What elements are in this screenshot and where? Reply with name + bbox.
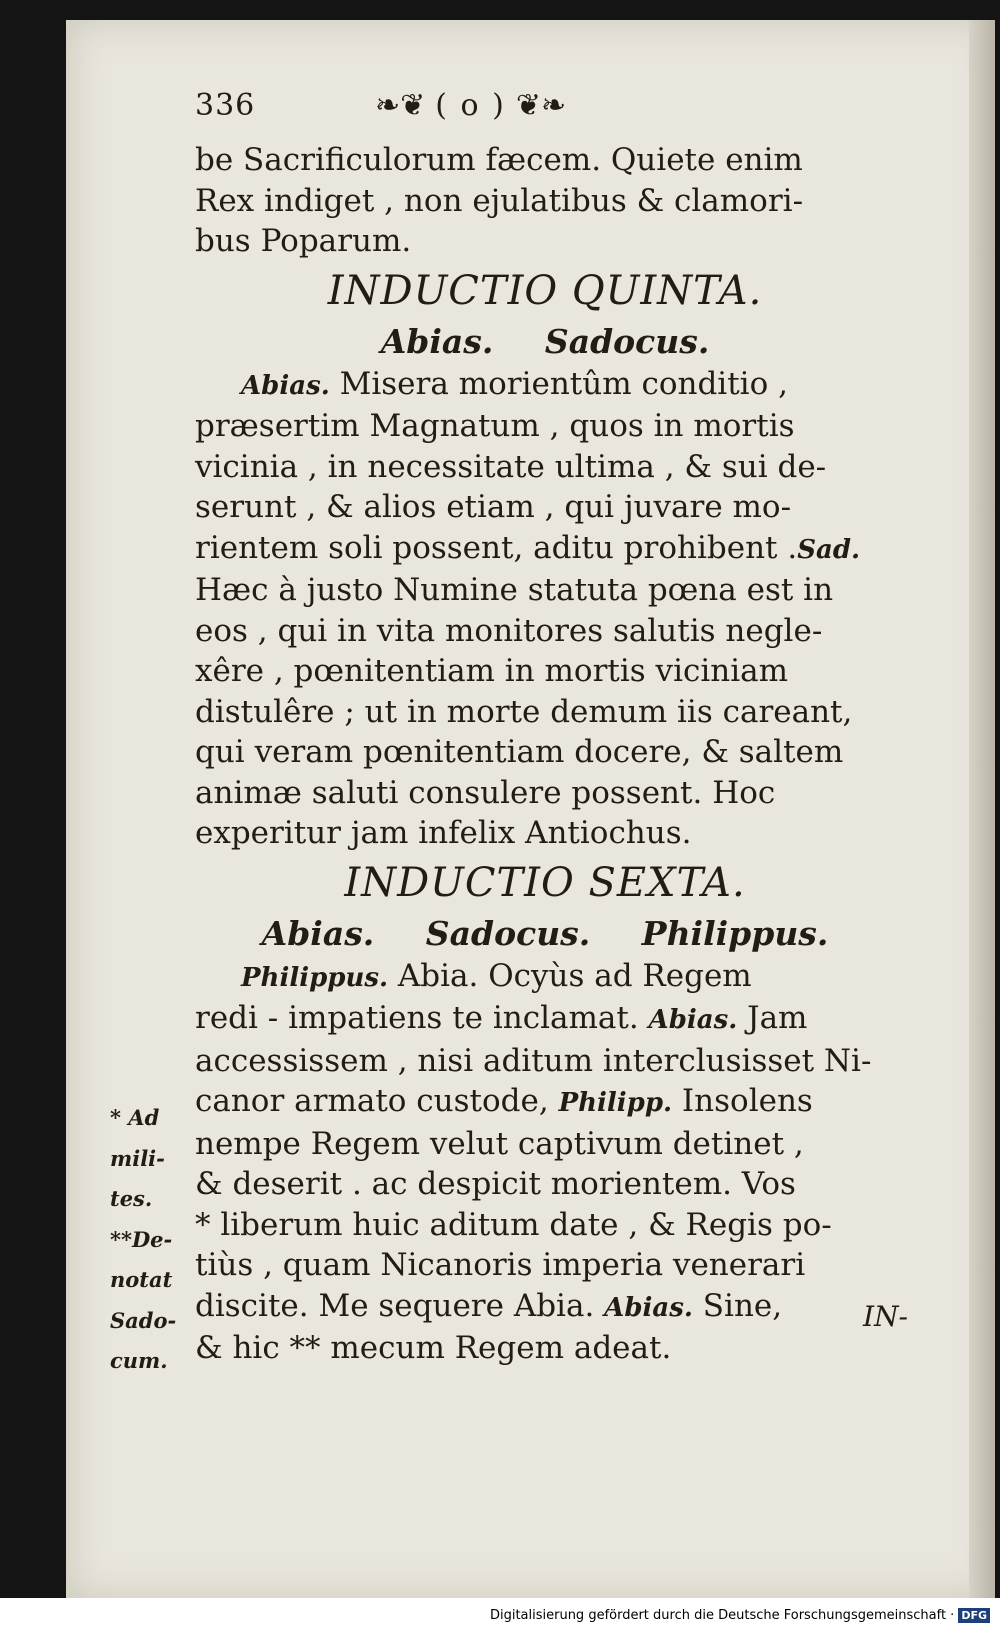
- cast-name: Sadocus.: [425, 913, 591, 953]
- cast-name: Philippus.: [641, 913, 829, 953]
- speech-text: discite. Me sequere Abia.: [195, 1287, 605, 1324]
- text-line: serunt , & alios etiam , qui juvare mo-: [195, 489, 792, 525]
- ornament-left-icon: ❧❦: [375, 88, 426, 123]
- ornament-right-icon: ❦❧: [515, 88, 567, 123]
- speaker-name: Abias.: [648, 1005, 738, 1035]
- text-line: eos , qui in vita monitores salutis negle-: [195, 612, 823, 649]
- text-line: be Sacrificulorum fæcem. Quiete enim: [195, 142, 803, 178]
- cast-name: Abias.: [380, 321, 494, 361]
- text-line: * liberum huic aditum date , & Regis po-: [195, 1206, 832, 1243]
- margin-note-line: * Ad: [110, 1105, 160, 1130]
- text-line: [195, 998, 895, 1041]
- text-line: Rex indiget , non ejulatibus & clamori-: [195, 182, 804, 219]
- page-text: [195, 88, 895, 1369]
- margin-note-line: cum.: [110, 1348, 168, 1373]
- speech-text: Sine,: [692, 1287, 783, 1324]
- text-line: vicinia , in necessitate ultima , & sui de-: [195, 448, 827, 485]
- text-line: [195, 956, 895, 999]
- text-line: xêre , pœnitentiam in mortis viciniam: [195, 653, 789, 689]
- text-line: [195, 1081, 895, 1124]
- section-heading: INDUCTIO QUINTA.: [327, 267, 763, 314]
- cast-list: [195, 912, 895, 956]
- page-edge: [969, 20, 995, 1598]
- text-line: [195, 528, 895, 571]
- text-line: nempe Regem velut captivum detinet ,: [195, 1125, 804, 1162]
- speaker-name: Abias.: [604, 1292, 693, 1323]
- text-line: accessissem , nisi aditum interclusisset Ni-: [195, 1042, 872, 1079]
- header-ornament: ( o ): [435, 88, 506, 123]
- digitization-footer: [0, 1598, 1000, 1632]
- speaker-name: Philippus.: [241, 962, 389, 993]
- speech-text: rientem soli possent, aditu prohibent .: [195, 529, 798, 566]
- speaker-name: Philipp.: [558, 1088, 673, 1118]
- speaker-name: Abias.: [241, 370, 330, 401]
- margin-note-line: **De-: [110, 1226, 173, 1252]
- margin-note-line: tes.: [110, 1186, 153, 1211]
- speech-text: redi - impatiens te inclamat.: [195, 1000, 649, 1036]
- margin-note-line: mili-: [110, 1145, 165, 1171]
- page-number: 336: [195, 88, 256, 123]
- text-line: tiùs , quam Nicanoris imperia venerari: [195, 1247, 806, 1283]
- text-line: præsertim Magnatum , quos in mortis: [195, 408, 795, 444]
- cast-list: [195, 320, 895, 364]
- text-line: & hic ** mecum Regem adeat.: [195, 1330, 672, 1366]
- speech-text: Abia. Ocyùs ad Regem: [388, 957, 752, 994]
- text-line: qui veram pœnitentiam docere, & saltem: [195, 734, 844, 770]
- cast-name: Sadocus.: [544, 321, 710, 361]
- text-line: [195, 364, 895, 407]
- dfg-logo-icon: DFG: [958, 1608, 990, 1623]
- text-line: [195, 1286, 895, 1329]
- catchword: IN-: [862, 1300, 908, 1333]
- text-line: & deserit . ac despicit morientem. Vos: [195, 1166, 796, 1202]
- footer-text: Digitalisierung gefördert durch die Deutsche Forschungsgemeinschaft ·: [489, 1607, 955, 1623]
- cast-name: Abias.: [261, 913, 375, 953]
- speech-text: Misera morientûm conditio ,: [329, 365, 788, 402]
- text-line: distulêre ; ut in morte demum iis careant,: [195, 693, 853, 730]
- page-header: [195, 88, 895, 140]
- speech-text: Insolens: [672, 1083, 813, 1119]
- text-line: experitur jam infelix Antiochus.: [195, 815, 692, 851]
- text-line: Hæc à justo Numine statuta pœna est in: [195, 572, 834, 608]
- speech-text: Jam: [737, 1000, 808, 1036]
- text-line: bus Poparum.: [195, 223, 412, 259]
- speaker-name: Sad.: [797, 534, 861, 565]
- section-heading: INDUCTIO SEXTA.: [344, 859, 746, 906]
- margin-note-line: notat: [110, 1267, 173, 1292]
- text-line: animæ saluti consulere possent. Hoc: [195, 774, 776, 811]
- margin-note: [110, 1098, 190, 1382]
- margin-note-line: Sado-: [110, 1307, 177, 1333]
- speech-text: canor armato custode,: [195, 1083, 559, 1119]
